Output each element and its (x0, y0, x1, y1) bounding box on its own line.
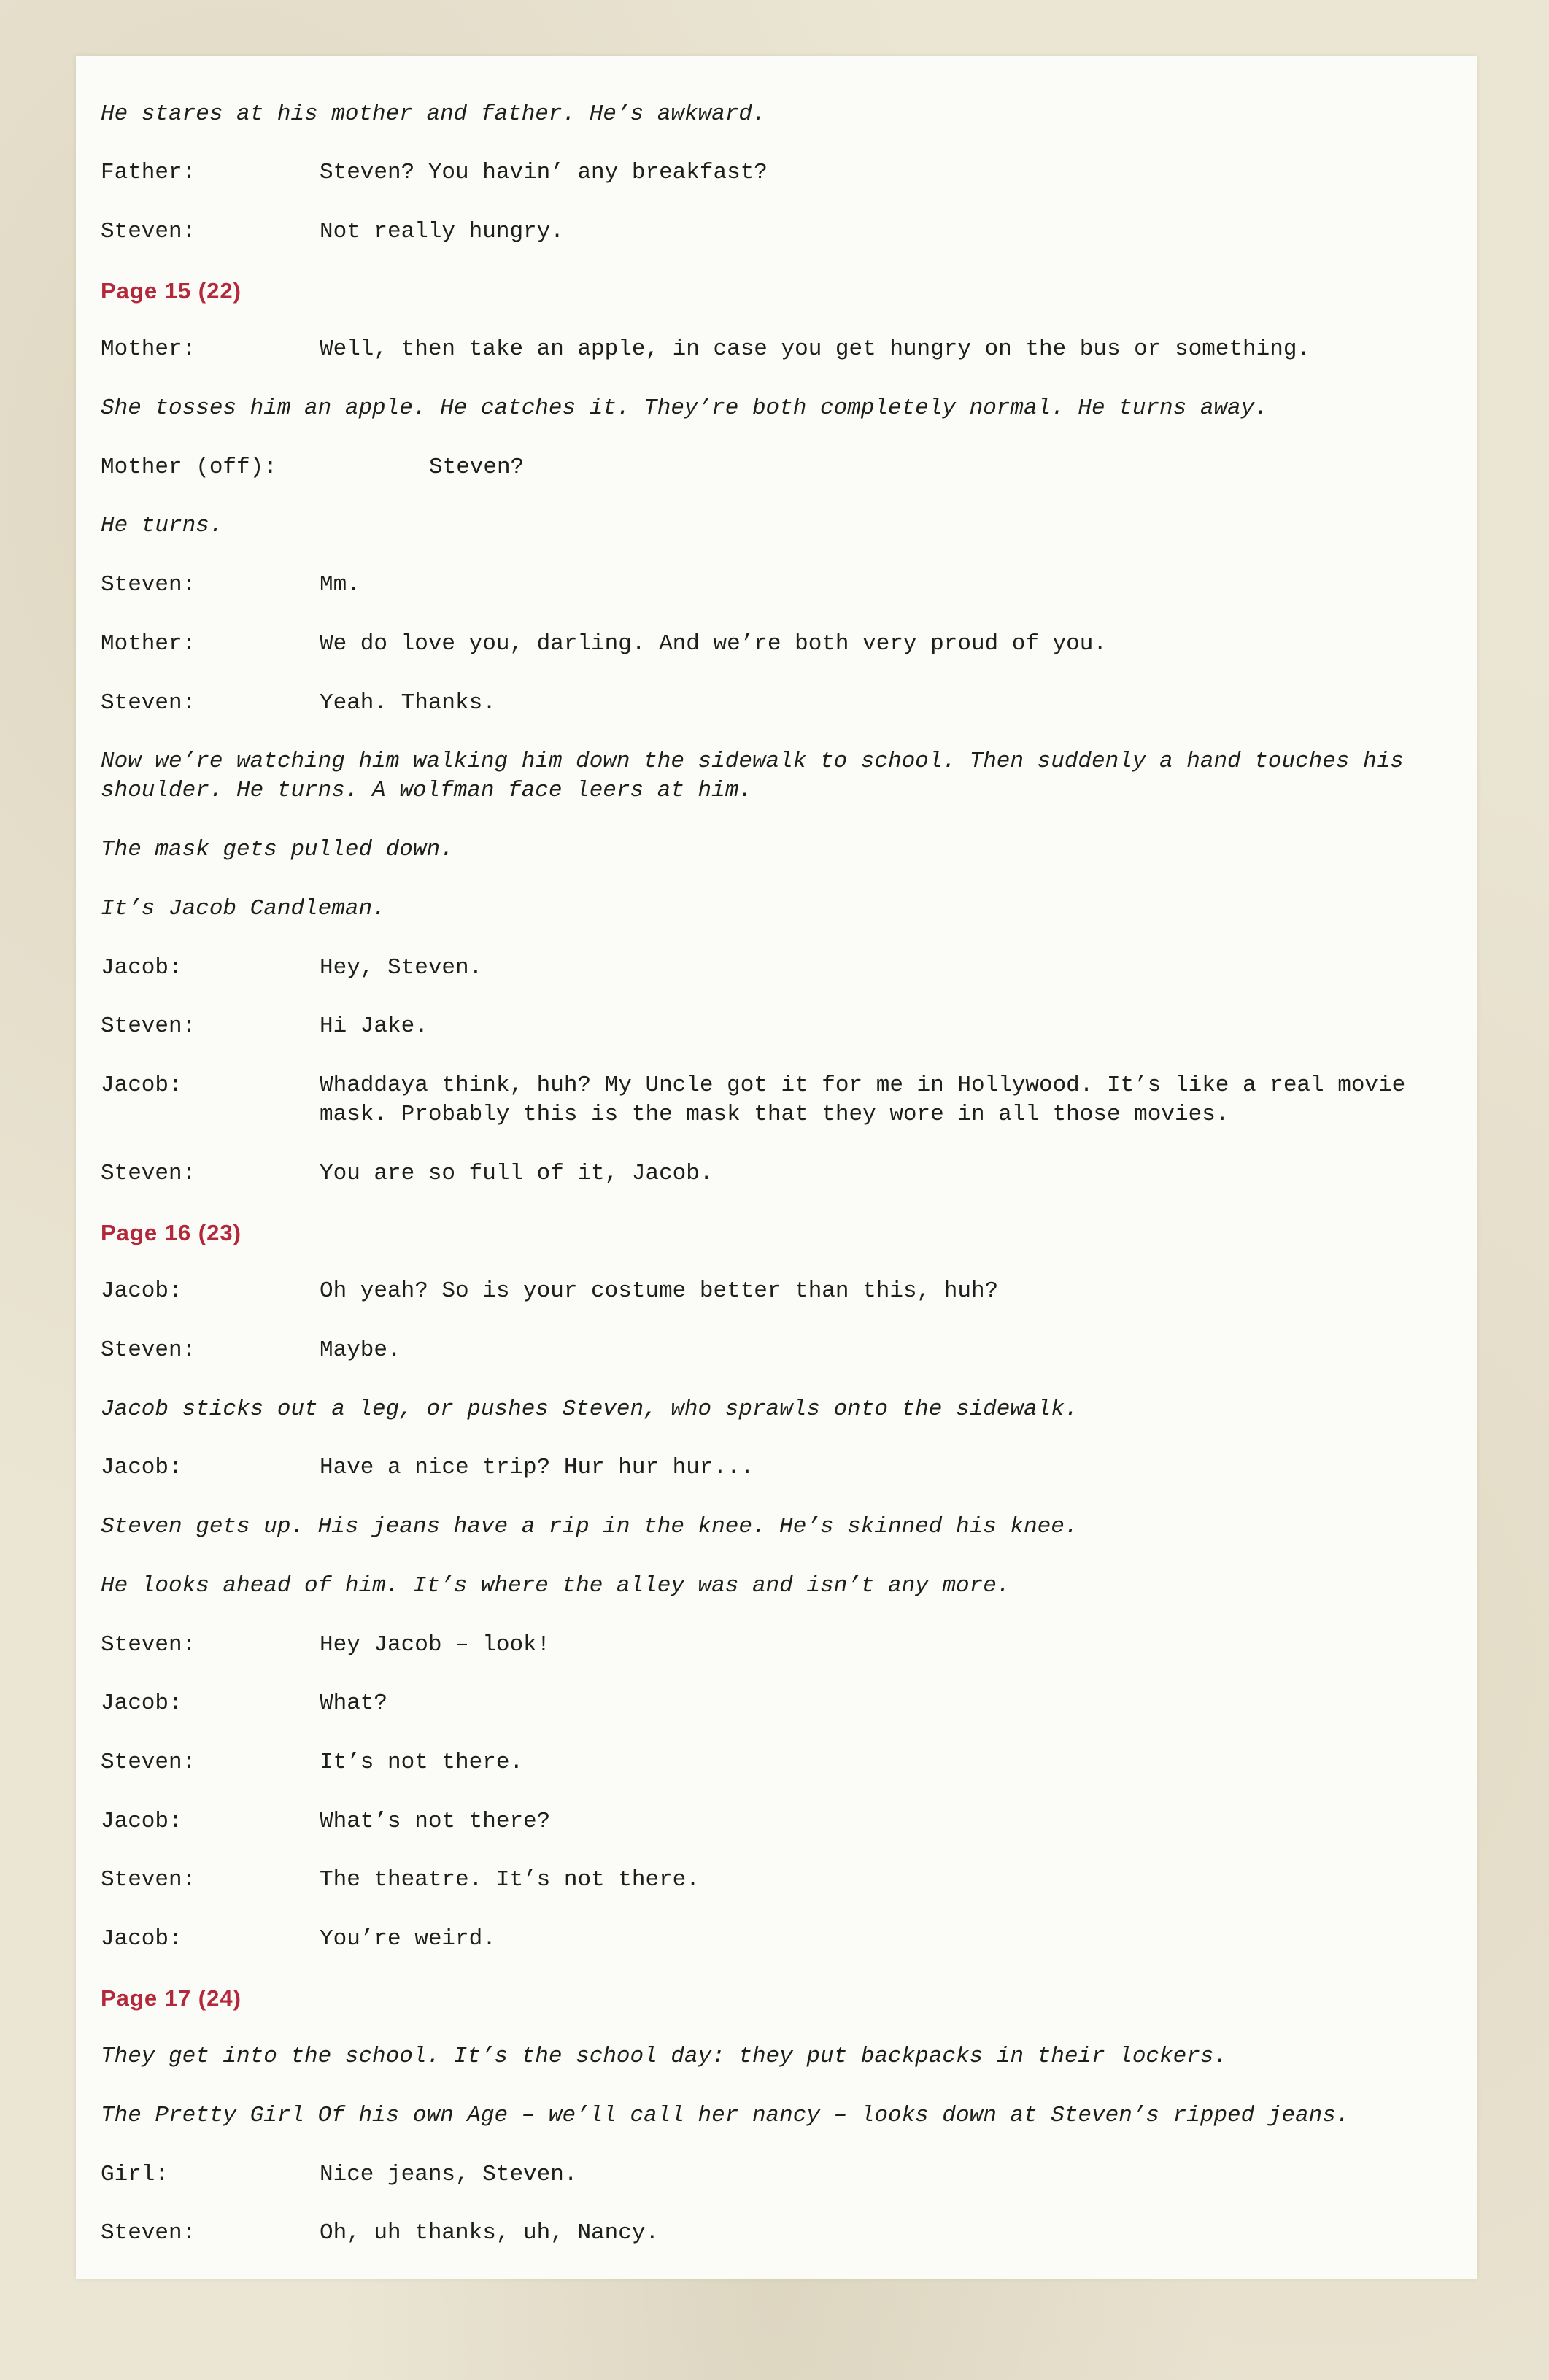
speaker-name: Mother: (101, 631, 196, 657)
dialog-text: Oh, uh thanks, uh, Nancy. (320, 2220, 660, 2246)
action-line: Jacob sticks out a leg, or pushes Steven, who sprawls onto the sidewalk. (101, 1396, 1078, 1422)
action-line: She tosses him an apple. He catches it. They’re both completely normal. He turns away. (101, 395, 1268, 421)
action-line: Now we’re watching him walking him down the sidewalk to school. Then suddenly a hand touches his shoulder. He turns. A wolfman face leers at him. (101, 749, 1418, 803)
dialog-text: Well, then take an apple, in case you get hungry on the bus or something. (320, 336, 1311, 362)
speaker-name: Steven: (101, 1161, 196, 1186)
dialog-text: Steven? (429, 455, 525, 480)
dialog-text: What? (320, 1691, 388, 1716)
dialog-line (101, 1159, 1433, 1276)
dialog-text: Whaddaya think, huh? My Uncle got it for me in Hollywood. It’s like a real movie mask. Probably this is the mask that they wore in all those movies. (320, 1073, 1419, 1127)
speaker-name: Steven: (101, 1337, 196, 1363)
speaker-name: Jacob: (101, 1455, 182, 1480)
dialog-text: The theatre. It’s not there. (320, 1867, 700, 1893)
dialog-text: Hey Jacob – look! (320, 1632, 551, 1658)
dialog-text: Oh yeah? So is your costume better than this, huh? (320, 1278, 999, 1304)
dialog-line (101, 217, 1433, 334)
dialog-text: It’s not there. (320, 1750, 524, 1775)
dialog-text: You’re weird. (320, 1926, 496, 1952)
dialog-line (101, 335, 1433, 452)
action-line: It’s Jacob Candleman. (101, 896, 386, 922)
speaker-name: Jacob: (101, 1691, 182, 1716)
speaker-name: Steven: (101, 572, 196, 598)
dialog-line (101, 1336, 1433, 1453)
dialog-text: You are so full of it, Jacob. (320, 1161, 714, 1186)
dialog-text: What’s not there? (320, 1809, 551, 1834)
speaker-name: Jacob: (101, 1073, 182, 1098)
page-heading: Page 17 (24) (101, 1985, 242, 2011)
speaker-name: Steven: (101, 690, 196, 716)
dialog-line (101, 1925, 1433, 2041)
dialog-text: Hey, Steven. (320, 955, 483, 981)
speaker-name: Father: (101, 160, 196, 185)
speaker-name: Girl: (101, 2162, 169, 2187)
action-line: He turns. (101, 513, 223, 538)
speaker-name: Steven: (101, 1867, 196, 1893)
page-heading: Page 15 (22) (101, 278, 242, 304)
dialog-text: Hi Jake. (320, 1013, 428, 1039)
dialog-text: Not really hungry. (320, 219, 564, 244)
speaker-name: Steven: (101, 1013, 196, 1039)
dialog-line (101, 2219, 1433, 2335)
speaker-name: Jacob: (101, 955, 182, 981)
speaker-name: Jacob: (101, 1926, 182, 1952)
dialog-text: Steven? You havin’ any breakfast? (320, 160, 768, 185)
dialog-text: Nice jeans, Steven. (320, 2162, 578, 2187)
speaker-name: Jacob: (101, 1809, 182, 1834)
script-page (76, 56, 1477, 2279)
action-line: The Pretty Girl Of his own Age – we’ll call her nancy – looks down at Steven’s ripped jeans. (101, 2103, 1350, 2128)
speaker-name: Jacob: (101, 1278, 182, 1304)
dialog-text: Mm. (320, 572, 360, 598)
dialog-line (101, 1453, 1433, 1570)
action-line: He stares at his mother and father. He’s awkward. (101, 101, 766, 127)
dialog-text: Yeah. Thanks. (320, 690, 496, 716)
dialog-text: We do love you, darling. And we’re both very proud of you. (320, 631, 1107, 657)
page-heading: Page 16 (23) (101, 1220, 242, 1245)
action-line: The mask gets pulled down. (101, 837, 454, 862)
action-line: He looks ahead of him. It’s where the alley was and isn’t any more. (101, 1573, 1011, 1599)
speaker-name: Steven: (101, 2220, 196, 2246)
action-line: Steven gets up. His jeans have a rip in the knee. He’s skinned his knee. (101, 1514, 1078, 1539)
action-line: They get into the school. It’s the school day: they put backpacks in their lockers. (101, 2044, 1228, 2069)
speaker-name: Mother (off): (101, 455, 277, 480)
dialog-text: Have a nice trip? Hur hur hur... (320, 1455, 754, 1480)
dialog-text: Maybe. (320, 1337, 401, 1363)
speaker-name: Mother: (101, 336, 196, 362)
speaker-name: Steven: (101, 1750, 196, 1775)
speaker-name: Steven: (101, 219, 196, 244)
speaker-name: Steven: (101, 1632, 196, 1658)
